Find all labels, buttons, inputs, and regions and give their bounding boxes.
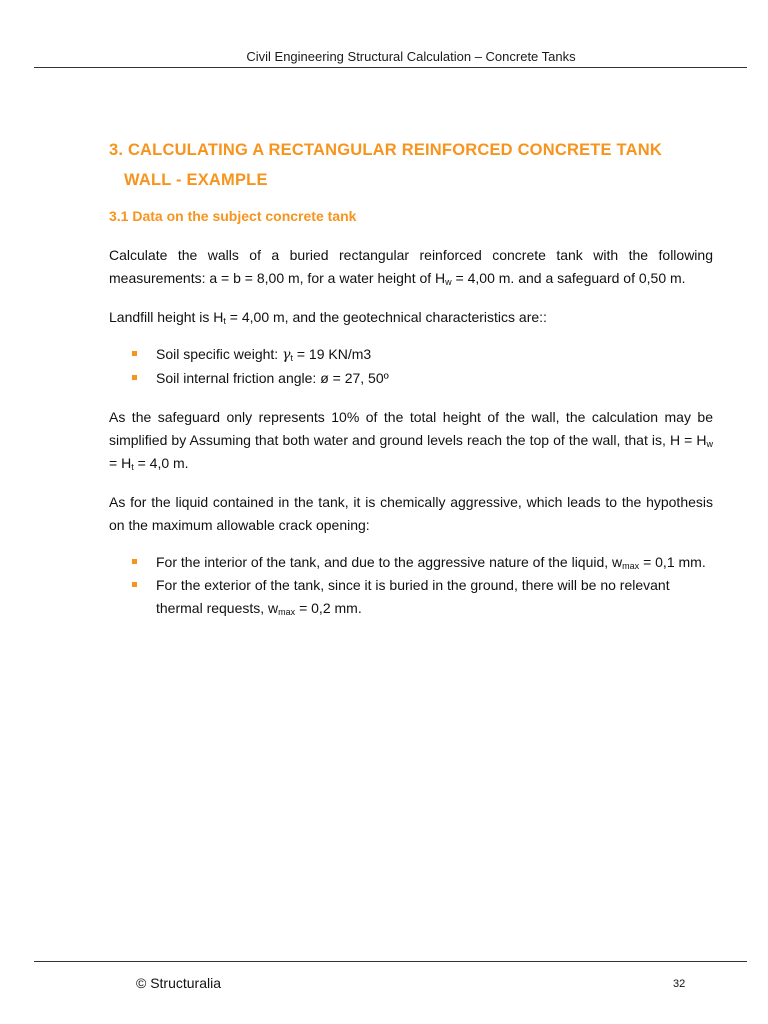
paragraph-landfill — [109, 306, 713, 329]
list-item-text: For the interior of the tank, and due to the aggressive nature of the liquid, w — [156, 554, 623, 570]
paragraph-text: As the safeguard only represents 10% of the total height of the wall, the calculation may be simplified by Assuming that both water and ground levels reach the top of the wall, that is, H = H — [109, 409, 713, 448]
paragraph-text: = 4,0 m. — [133, 455, 189, 471]
list-item-text: = 0,2 mm. — [295, 600, 362, 616]
paragraph-text: Landfill height is H — [109, 309, 224, 325]
paragraph-text: = 4,00 m, and the geotechnical characteristics are:: — [225, 309, 547, 325]
section-heading: 3.1 Data on the subject concrete tank — [109, 208, 357, 224]
subscript: w — [445, 277, 452, 287]
footer-divider — [34, 961, 747, 962]
subscript: w — [706, 439, 713, 449]
subscript: t — [131, 462, 134, 472]
paragraph-safeguard — [109, 406, 713, 475]
bullet-square-icon — [132, 375, 137, 380]
paragraph-liquid: As for the liquid contained in the tank, it is chemically aggressive, which leads to the hypothesis on the maximum allowable crack opening: — [109, 494, 713, 533]
bullet-square-icon — [132, 582, 137, 587]
soil-properties-list — [109, 343, 713, 390]
bullet-square-icon — [132, 351, 137, 356]
paragraph-text: Calculate the walls of a buried rectangular reinforced concrete tank with the following measurements: a = b = 8,00 m, for a water height of H — [109, 247, 713, 286]
subscript: t — [223, 316, 226, 326]
subscript: max — [278, 607, 296, 617]
header-divider — [34, 67, 747, 68]
paragraph-dimensions — [109, 244, 713, 290]
list-item-text: = 0,1 mm. — [639, 554, 706, 570]
list-item-text: For the exterior of the tank, since it is buried in the ground, there will be no relevant thermal requests, w — [156, 577, 670, 616]
subscript: max — [622, 561, 640, 571]
page-number: 32 — [673, 978, 686, 990]
list-item-text: Soil specific weight: — [156, 346, 283, 362]
crack-opening-list — [109, 551, 713, 620]
list-item — [109, 367, 713, 390]
bullet-square-icon — [132, 559, 137, 564]
chapter-heading-line2: WALL - EXAMPLE — [124, 171, 268, 189]
list-item — [109, 343, 713, 367]
subscript: t — [290, 353, 293, 363]
chapter-heading — [109, 135, 713, 195]
chapter-heading-line1: 3. CALCULATING A RECTANGULAR REINFORCED CONCRETE TANK — [109, 141, 662, 159]
list-item — [109, 551, 713, 574]
paragraph-text: = 4,00 m. and a safeguard of 0,50 m. — [451, 270, 686, 286]
page-content — [109, 135, 713, 620]
paragraph-text: = H — [109, 455, 132, 471]
list-item-text: Soil internal friction angle: ø = 27, 50º — [156, 370, 389, 386]
list-item-text: = 19 KN/m3 — [292, 346, 372, 362]
gamma-symbol: γ — [282, 347, 291, 363]
running-header: Civil Engineering Structural Calculation – Concrete Tanks — [246, 49, 576, 64]
footer-brand: © Structuralia — [136, 975, 222, 991]
list-item — [109, 574, 713, 620]
